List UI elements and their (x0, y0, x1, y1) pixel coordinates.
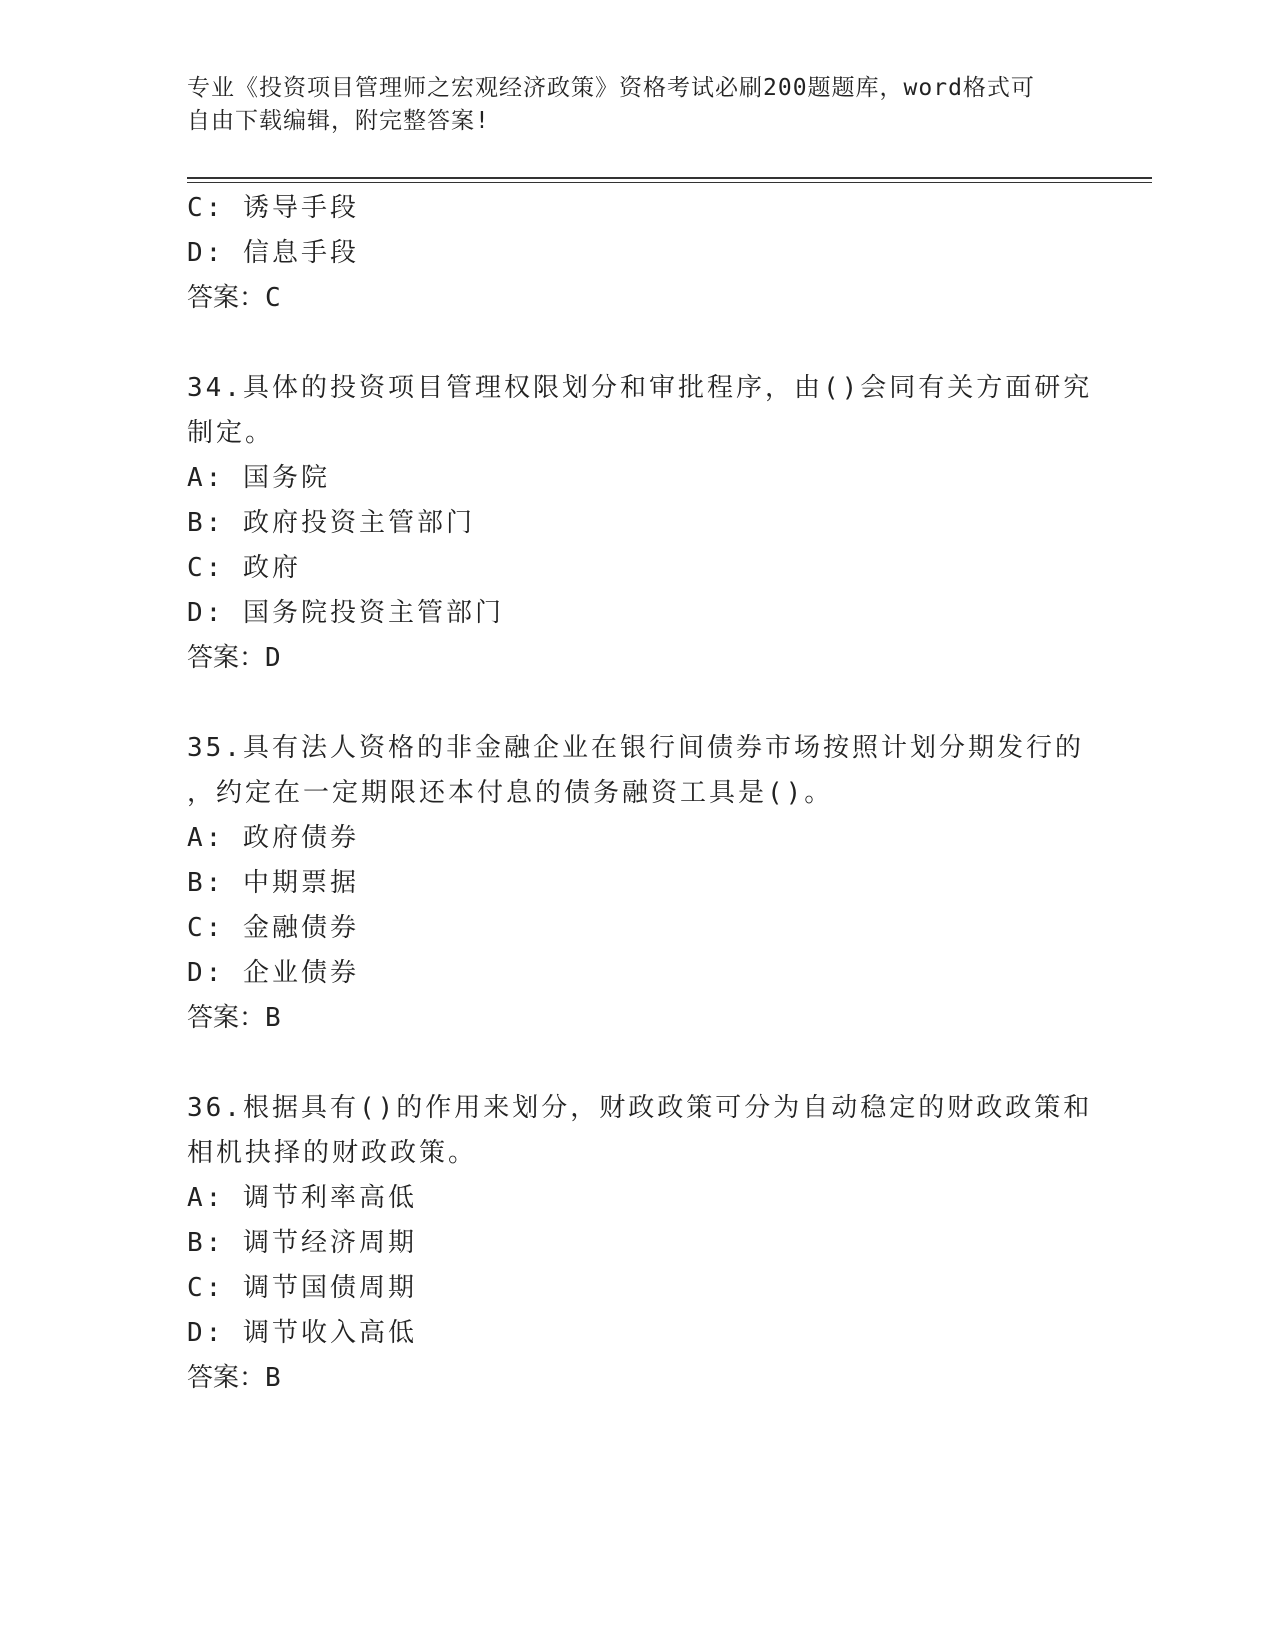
header-line-2: 自由下载编辑，附完整答案! (187, 108, 490, 134)
answer-value: C (265, 283, 282, 313)
q36-option-d: D: 调节收入高低 (187, 1318, 417, 1348)
q36-stem-line-2: 相机抉择的财政政策。 (187, 1138, 478, 1168)
q36-option-b: B: 调节经济周期 (187, 1228, 417, 1258)
answer-value: B (265, 1363, 282, 1393)
q35-option-a: A: 政府债券 (187, 823, 359, 853)
q34-stem-line-1: 34.具体的投资项目管理权限划分和审批程序，由()会同有关方面研究 (187, 373, 1093, 403)
answer-value: B (265, 1003, 282, 1033)
header-rule-thick (187, 177, 1152, 179)
q36-option-c: C: 调节国债周期 (187, 1273, 417, 1303)
header-rule-thin (187, 182, 1152, 183)
q35-option-b: B: 中期票据 (187, 868, 359, 898)
q36-answer (187, 1362, 282, 1394)
answer-value: D (265, 643, 282, 673)
answer-label: 答案： (187, 1363, 266, 1393)
q35-option-c: C: 金融债券 (187, 913, 359, 943)
q34-option-a: A: 国务院 (187, 463, 330, 493)
answer-label: 答案： (187, 1003, 266, 1033)
document-header (187, 72, 1087, 138)
q33-option-d: D: 信息手段 (187, 238, 359, 268)
q34-stem-line-2: 制定。 (187, 418, 275, 448)
q35-option-d: D: 企业债券 (187, 958, 359, 988)
header-line-1: 专业《投资项目管理师之宏观经济政策》资格考试必刷200题题库，word格式可 (187, 75, 1035, 101)
answer-label: 答案： (187, 283, 266, 313)
q36-stem-line-1: 36.根据具有()的作用来划分，财政政策可分为自动稳定的财政政策和 (187, 1093, 1093, 1123)
answer-label: 答案： (187, 643, 266, 673)
q36-option-a: A: 调节利率高低 (187, 1183, 417, 1213)
q34-answer (187, 642, 282, 674)
q34-option-c: C: 政府 (187, 553, 301, 583)
q35-answer (187, 1002, 282, 1034)
q35-stem-line-2: ，约定在一定期限还本付息的债务融资工具是()。 (187, 778, 834, 808)
q35-stem-line-1: 35.具有法人资格的非金融企业在银行间债券市场按照计划分期发行的 (187, 733, 1084, 763)
q34-option-d: D: 国务院投资主管部门 (187, 598, 504, 628)
q34-option-b: B: 政府投资主管部门 (187, 508, 475, 538)
q33-option-c: C: 诱导手段 (187, 193, 359, 223)
q33-answer (187, 282, 282, 314)
